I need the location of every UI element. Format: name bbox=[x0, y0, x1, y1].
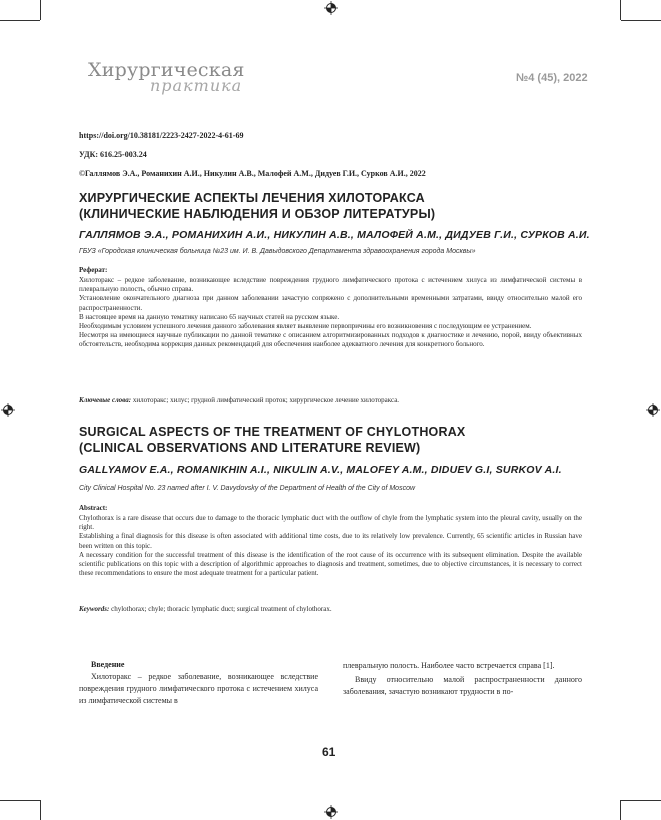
body-paragraph: плевральную полость. Наиболее часто встречается справа [1]. bbox=[343, 661, 555, 670]
body-paragraph: Хилоторакс – редкое заболевание, возникающее вследствие повреждения грудного лимфатического протока с истечением хилуса из лимфатической системы в bbox=[79, 672, 318, 706]
journal-logo-sub: практика bbox=[150, 76, 243, 95]
en-keywords-text: chylothorax; chyle; thoracic lymphatic duct; surgical treatment of chylothorax. bbox=[109, 605, 332, 613]
body-right-column bbox=[343, 660, 582, 699]
en-abstract-paragraph: Chylothorax is a rare disease that occurs due to damage to the thoracic lymphatic duct with the outflow of chyle from the lymphatic system into the pleural cavity, usually on the right. bbox=[79, 514, 582, 532]
ru-affiliation: ГБУЗ «Городская клиническая больница №23 им. И. В. Давыдовского Департамента здравоохранения города Москвы» bbox=[79, 248, 476, 255]
en-affiliation: City Clinical Hospital No. 23 named after I. V. Davydovsky of the Department of Health of the City of Moscow bbox=[79, 485, 416, 492]
ru-abstract-paragraph: Несмотря на имеющиеся научные публикации по данной тематике с описанием алгоритмизированных подходов к диагностике и лечению, порой, ввиду объективных обстоятельств, необходима коррекция данных рекомендаций для обеспечения наиболее адекватного лечения для конкретного больного. bbox=[79, 331, 582, 349]
copyright-line: ©Галлямов Э.А., Романихин А.И., Никулин А.В., Малофей А.М., Дидуев Г.И., Сурков А.И., 2022 bbox=[79, 169, 426, 178]
journal-logo-main: Хирургическая bbox=[88, 59, 245, 81]
ru-title-line2: (КЛИНИЧЕСКИЕ НАБЛЮДЕНИЯ И ОБЗОР ЛИТЕРАТУРЫ) bbox=[79, 207, 436, 221]
en-abstract bbox=[79, 504, 582, 578]
ru-abstract-paragraph: Хилоторакс – редкое заболевание, возникающее вследствие повреждения грудного лимфатического протока с истечением хилуса из лимфатической системы в плевральную полость, обычно справа. bbox=[79, 276, 582, 294]
ru-abstract bbox=[79, 266, 582, 350]
en-keywords-label: Keywords: bbox=[79, 605, 110, 613]
registration-mark-top-icon bbox=[324, 1, 338, 15]
ru-abstract-label: Реферат: bbox=[79, 266, 108, 274]
ru-title-line1: ХИРУРГИЧЕСКИЕ АСПЕКТЫ ЛЕЧЕНИЯ ХИЛОТОРАКСА bbox=[79, 191, 425, 205]
registration-mark-bottom-icon bbox=[324, 805, 338, 819]
journal-logo bbox=[88, 59, 245, 95]
registration-mark-right-icon bbox=[646, 403, 660, 417]
ru-keywords-text: хилоторакс; хилус; грудной лимфатический проток; хирургическое лечение хилоторакса. bbox=[131, 396, 400, 404]
en-abstract-paragraph: A necessary condition for the successful treatment of this disease is the identification of the root cause of its occurrence with its subsequent elimination. Despite the available scientific publications on this topic with a description of algorithmic approaches to diagnosis and treatment, sometimes, due to objective circumstances, it is necessary to correct these recommendations to ensure the most adequate treatment for a particular patient. bbox=[79, 550, 582, 578]
en-keywords bbox=[79, 605, 582, 613]
ru-abstract-paragraph: В настоящее время на данную тематику написано 65 научных статей на русском языке. bbox=[79, 312, 340, 321]
ru-abstract-paragraph: Необходимым условием успешного лечения данного заболевания являет выявление первопричины его возникновения с последующим ее устранением. bbox=[79, 322, 532, 331]
en-title-line2: (CLINICAL OBSERVATIONS AND LITERATURE REVIEW) bbox=[79, 441, 421, 455]
ru-keywords-label: Ключевые слова: bbox=[79, 396, 132, 404]
ru-authors: ГАЛЛЯМОВ Э.А., РОМАНИХИН А.И., НИКУЛИН А.В., МАЛОФЕЙ А.М., ДИДУЕВ Г.И., СУРКОВ А.И. bbox=[79, 229, 590, 241]
udc-code: УДК: 616.25-003.24 bbox=[79, 150, 147, 159]
body-paragraph: Ввиду относительно малой распространенности данного заболевания, зачастую возникают трудности в по- bbox=[343, 675, 582, 697]
ru-keywords bbox=[79, 396, 582, 404]
page-number: 61 bbox=[322, 745, 336, 759]
ru-title bbox=[79, 190, 589, 222]
en-abstract-paragraph: Establishing a final diagnosis for this disease is often associated with additional time costs, due to its relatively low prevalence. Currently, 65 scientific articles in Russian have been written on this topic. bbox=[79, 532, 582, 550]
body-left-column bbox=[79, 660, 318, 708]
en-title bbox=[79, 424, 589, 456]
registration-mark-left-icon bbox=[1, 403, 15, 417]
issue-number: №4 (45), 2022 bbox=[516, 72, 588, 84]
en-title-line1: SURGICAL ASPECTS OF THE TREATMENT OF CHYLOTHORAX bbox=[79, 425, 466, 439]
en-abstract-label: Abstract: bbox=[79, 504, 108, 512]
en-authors: GALLYAMOV E.A., ROMANIKHIN A.I., NIKULIN A.V., MALOFEY A.M., DIDUEV G.I, SURKOV A.I. bbox=[79, 464, 562, 476]
doi-link[interactable]: https://doi.org/10.38181/2223-2427-2022-4-61-69 bbox=[79, 131, 244, 140]
ru-abstract-paragraph: Установление окончательного диагноза при данном заболевании зачастую сопряжено с дополнительными временными затратами, ввиду относительно малой его распространенности. bbox=[79, 294, 582, 312]
intro-heading: Введение bbox=[91, 660, 125, 669]
